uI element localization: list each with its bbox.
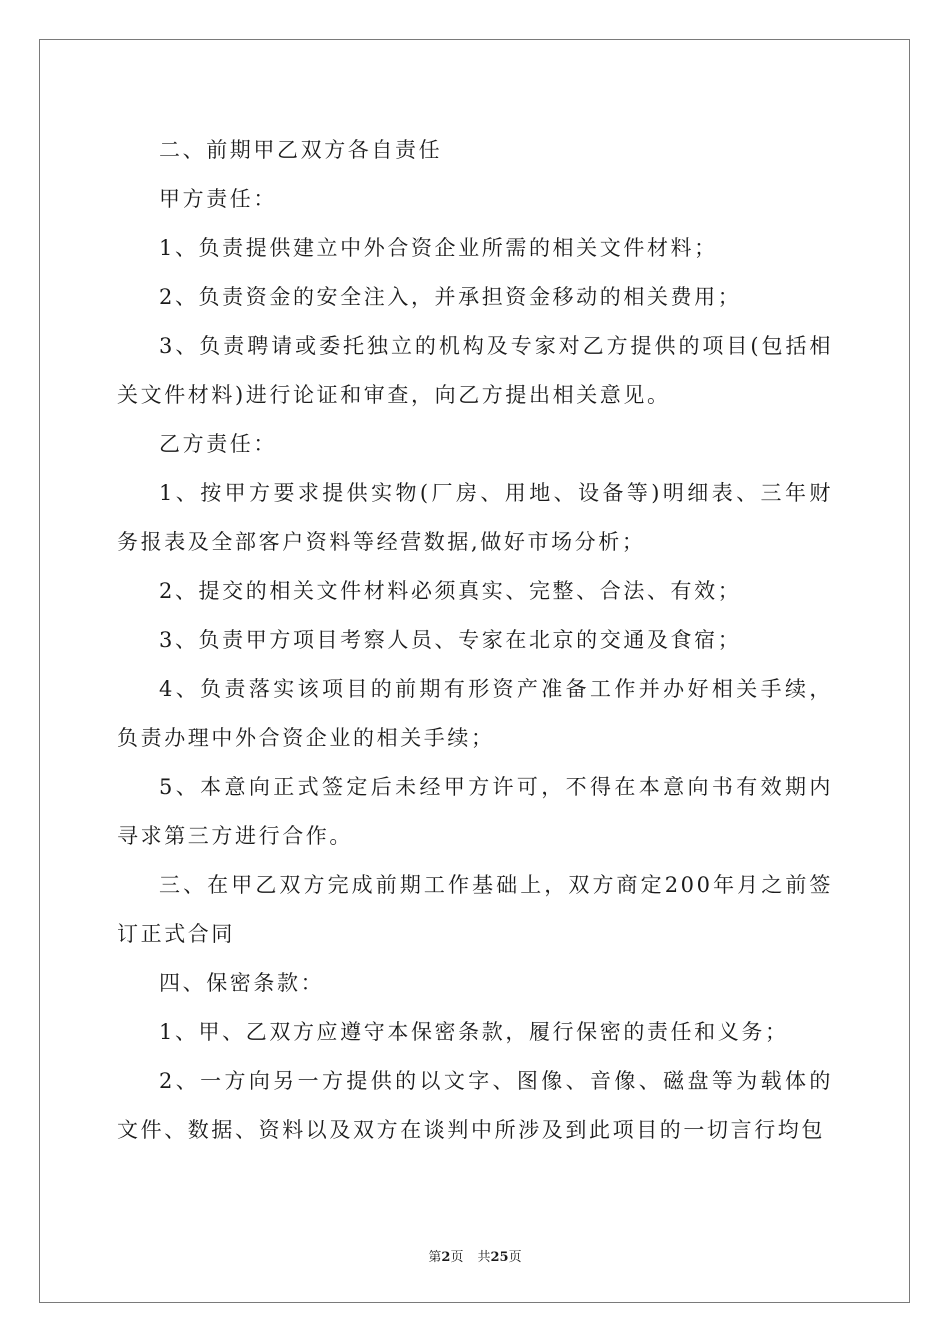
paragraph-party-a-item-2: 2、负责资金的安全注入，并承担资金移动的相关费用； — [159, 285, 742, 309]
subheading-party-a: 甲方责任： — [159, 187, 277, 211]
paragraph-party-a-item-3: 3、负责聘请或委托独立的机构及专家对乙方提供的项目(包括相关文件材料)进行论证和审查，向乙方提出相关意见。 — [117, 334, 833, 407]
total-prefix: 共 — [477, 1250, 491, 1265]
page-suffix: 页 — [450, 1250, 464, 1265]
subheading-party-b: 乙方责任： — [159, 432, 277, 456]
page-number: 2 — [441, 1250, 451, 1265]
paragraph-party-b-item-5: 5、本意向正式签定后未经甲方许可，不得在本意向书有效期内寻求第三方进行合作。 — [117, 775, 833, 848]
heading-section-2: 二、前期甲乙双方各自责任 — [159, 138, 443, 162]
paragraph-party-b-item-4: 4、负责落实该项目的前期有形资产准备工作并办好相关手续，负责办理中外合资企业的相关手续； — [117, 677, 833, 750]
paragraph-party-b-item-2: 2、提交的相关文件材料必须真实、完整、合法、有效； — [159, 579, 742, 603]
paragraph-confidentiality-item-2: 2、一方向另一方提供的以文字、图像、音像、磁盘等为载体的文件、数据、资料以及双方在谈判中所涉及到此项目的一切言行均包 — [117, 1069, 833, 1142]
paragraph-confidentiality-item-1: 1、甲、乙双方应遵守本保密条款，履行保密的责任和义务； — [159, 1020, 789, 1044]
page-footer — [0, 1246, 950, 1265]
document-body — [117, 126, 833, 1155]
heading-section-4: 四、保密条款： — [159, 971, 325, 995]
paragraph-party-a-item-1: 1、负责提供建立中外合资企业所需的相关文件材料； — [159, 236, 718, 260]
paragraph-party-b-item-3: 3、负责甲方项目考察人员、专家在北京的交通及食宿； — [159, 628, 742, 652]
paragraph-party-b-item-1: 1、按甲方要求提供实物(厂房、用地、设备等)明细表、三年财务报表及全部客户资料等经营数据,做好市场分析； — [117, 481, 833, 554]
total-suffix: 页 — [508, 1250, 522, 1265]
total-pages: 25 — [490, 1250, 509, 1265]
page-prefix: 第 — [428, 1250, 442, 1265]
heading-section-3: 三、在甲乙双方完成前期工作基础上，双方商定200年月之前签订正式合同 — [117, 873, 833, 946]
